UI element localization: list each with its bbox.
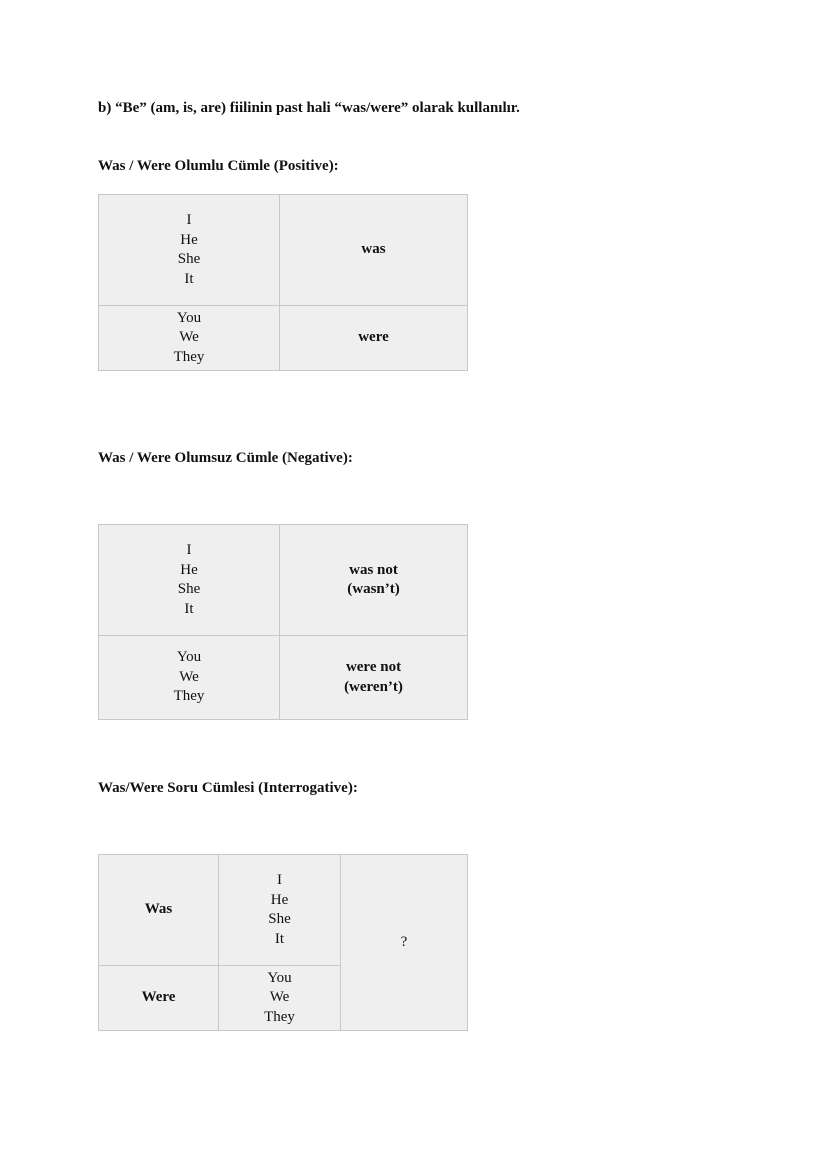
pronoun-cell	[99, 636, 280, 720]
pronoun-cell	[99, 525, 280, 636]
verb-contraction: (wasn’t)	[347, 581, 400, 597]
verb-form: were not	[345, 659, 402, 675]
table-row	[99, 636, 468, 720]
pronoun: He	[180, 561, 198, 578]
pronoun: We	[269, 989, 290, 1006]
pronoun-cell	[219, 855, 341, 966]
verb-form: were	[358, 329, 389, 346]
aux-cell: Were	[99, 966, 219, 1031]
pronoun-cell	[99, 195, 280, 306]
pronoun: She	[177, 251, 201, 267]
pronoun: You	[176, 649, 202, 666]
pronoun: They	[173, 688, 205, 705]
interrogative-table	[98, 854, 468, 1031]
table-row	[99, 525, 468, 636]
pronoun: She	[177, 581, 201, 597]
pronoun-cell	[99, 306, 280, 371]
pronoun: We	[179, 329, 199, 346]
interrogative-heading: Was/Were Soru Cümlesi (Interrogative):	[98, 780, 358, 796]
pronoun: He	[180, 231, 198, 248]
aux-cell: Was	[99, 855, 219, 966]
verb-contraction: (weren’t)	[344, 678, 403, 695]
verb-cell	[280, 636, 468, 720]
positive-table	[98, 194, 468, 371]
pronoun: You	[267, 969, 292, 986]
table-row	[99, 855, 468, 966]
pronoun: I	[277, 872, 282, 888]
pronoun: I	[186, 542, 192, 558]
verb-cell	[280, 525, 468, 636]
verb-form: was	[361, 241, 386, 258]
verb-cell	[280, 195, 468, 306]
pronoun-cell	[219, 966, 341, 1031]
negative-table	[98, 524, 468, 720]
positive-heading: Was / Were Olumlu Cümle (Positive):	[98, 158, 339, 174]
table-row	[99, 195, 468, 306]
pronoun: They	[264, 1008, 295, 1025]
pronoun: It	[274, 930, 285, 947]
verb-form: was not	[349, 561, 398, 578]
intro-sentence: b) “Be” (am, is, are) fiilinin past hali “was/were” olarak kullanılır.	[98, 100, 520, 116]
negative-heading: Was / Were Olumsuz Cümle (Negative):	[98, 450, 353, 466]
question-mark-cell: ?	[341, 855, 468, 1031]
pronoun: You	[176, 309, 202, 326]
pronoun: We	[179, 668, 199, 685]
pronoun: He	[270, 891, 289, 908]
pronoun: They	[173, 348, 205, 365]
pronoun: It	[184, 270, 194, 287]
pronoun: It	[184, 600, 194, 617]
pronoun: She	[268, 911, 291, 927]
verb-cell	[280, 306, 468, 371]
table-row	[99, 306, 468, 371]
pronoun: I	[186, 212, 192, 228]
